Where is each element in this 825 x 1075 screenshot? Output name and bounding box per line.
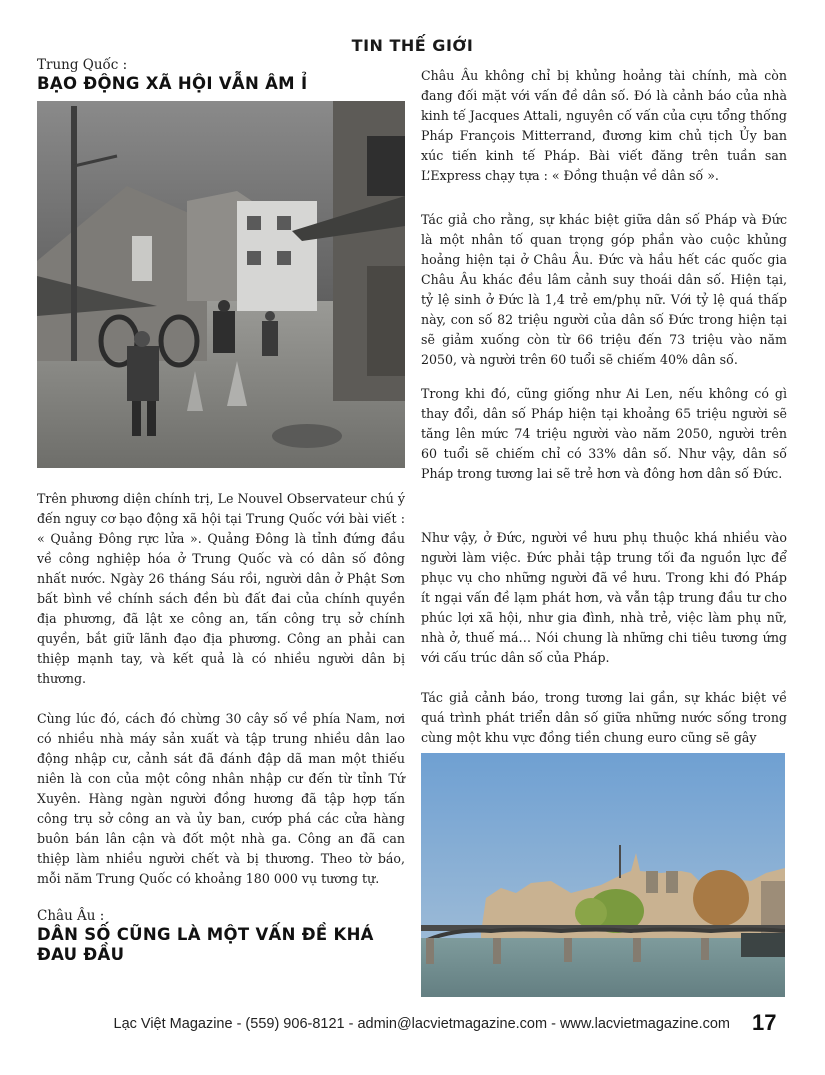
- photo-paris-seine-icon: [421, 753, 785, 997]
- article1-photo: [37, 101, 405, 468]
- article2-paragraph-3: Trong khi đó, cũng giống như Ai Len, nếu không có gì thay đổi, dân số Pháp hiện tại khoảng 65 triệu người sẽ tăng lên mức 74 triệu người vào năm 2050, người trên 60 tuổi sẽ chiếm chỉ có 33% dân số. Như vậy, dân số Pháp trong tương lai sẽ trẻ hơn và đông hơn dân số Đức.: [421, 386, 787, 481]
- article2-paragraph-2: Tác giả cho rằng, sự khác biệt giữa dân số Pháp và Đức là một nhân tố quan trọng góp phần vào cuộc khủng hoảng hiện tại ở Châu Âu. Đức và hầu hết các quốc gia Châu Âu khác đều lâm cảnh suy thoái dân số. Hiện tại, tỷ lệ sinh ở Đức là 1,4 trẻ em/phụ nữ. Với tỷ lệ quá thấp này, con số 82 triệu người của dân số Đức trong hiện tại sẽ giảm xuống còn từ 66 triệu đến 73 triệu vào năm 2050, và người trên 60 tuổi sẽ chiếm 40% dân số.: [421, 212, 787, 367]
- footer-contact: Lạc Việt Magazine - (559) 906-8121 - admin@lacvietmagazine.com - www.lacvietmagazine.com: [113, 1016, 730, 1032]
- article2-paragraph-1: Châu Âu không chỉ bị khủng hoảng tài chính, mà còn đang đối mặt với vấn đề dân số. Đó là cảnh báo của nhà kinh tế Jacques Attali, nguyên cố vấn của cựu tổng thống Pháp François Mitterrand, đương kim chủ tịch Ủy ban xúc tiến kinh tế Pháp. Bài viết đăng trên tuần san L’Express chạy tựa : « Đồng thuận về dân số ».: [421, 68, 787, 183]
- article1-paragraph-2: Cùng lúc đó, cách đó chừng 30 cây số về phía Nam, nơi có nhiều nhà máy sản xuất và tập trung nhiều dân lao động nhập cư, cảnh sát đã đánh đập dã man một thiếu niên là con của một công nhân nhập cư đến từ tỉnh Tứ Xuyên. Hàng ngàn người đồng hương đã tập hợp tấn công trụ sở công an và ủy ban, cướp phá các cửa hàng buôn bán lân cận và đốt một nhà ga. Công an đã can thiệp làm nhiều người chết và bị thương. Theo tờ báo, mỗi năm Trung Quốc có khoảng 180 000 vụ tương tự.: [37, 711, 405, 886]
- article1-kicker: Trung Quốc :: [37, 57, 128, 73]
- article2-paragraph-5: Tác giả cảnh báo, trong tương lai gần, sự khác biệt về quá trình phát triển dân số giữa những nước sống trong cùng một khu vực đồng tiền chung euro cũng sẽ gây: [421, 690, 787, 745]
- page-number: 17: [752, 1010, 777, 1035]
- article2-kicker: Châu Âu :: [37, 908, 105, 924]
- article2-headline: DÂN SỐ CŨNG LÀ MỘT VẤN ĐỀ KHÁ ĐAU ĐẦU: [37, 925, 374, 964]
- article2-paragraph-4: Như vậy, ở Đức, người về hưu phụ thuộc khá nhiều vào người làm việc. Đức phải tập trung tối đa nguồn lực để phục vụ cho những người đã về hưu. Trong khi đó Pháp ít ngại vấn đề lạm phát hơn, và vẫn tập trung đầu tư cho phúc lợi xã hội, như gia đình, nhà trẻ, việc làm phụ nữ, nhà ở, thuế má… Nói chung là những chi tiêu tương ứng với cấu trúc dân số của Pháp.: [421, 530, 787, 665]
- article1-headline: BẠO ĐỘNG XÃ HỘI VẪN ÂM Ỉ: [37, 74, 308, 93]
- section-title: TIN THẾ GIỚI: [351, 36, 474, 55]
- photo-street-china-icon: [37, 101, 405, 468]
- article1-paragraph-1: Trên phương diện chính trị, Le Nouvel Observateur chú ý đến nguy cơ bạo động xã hội tại Trung Quốc với bài viết : « Quảng Đông rực lửa ». Quảng Đông là tỉnh đứng đầu về công nghiệp hóa ở Trung Quốc và có dân số đông nhất nước. Ngày 26 tháng Sáu rồi, người dân ở Phật Sơn bất bình về chính sách đền bù đất đai của chính quyền địa phương, đã lật xe công an, tấn công trụ sở chính quyền, bắt giữ lãnh đạo địa phương. Công an phải can thiệp mạnh tay, và kết quả là có nhiều người dân bị thương.: [37, 491, 405, 686]
- article2-photo: [421, 753, 785, 997]
